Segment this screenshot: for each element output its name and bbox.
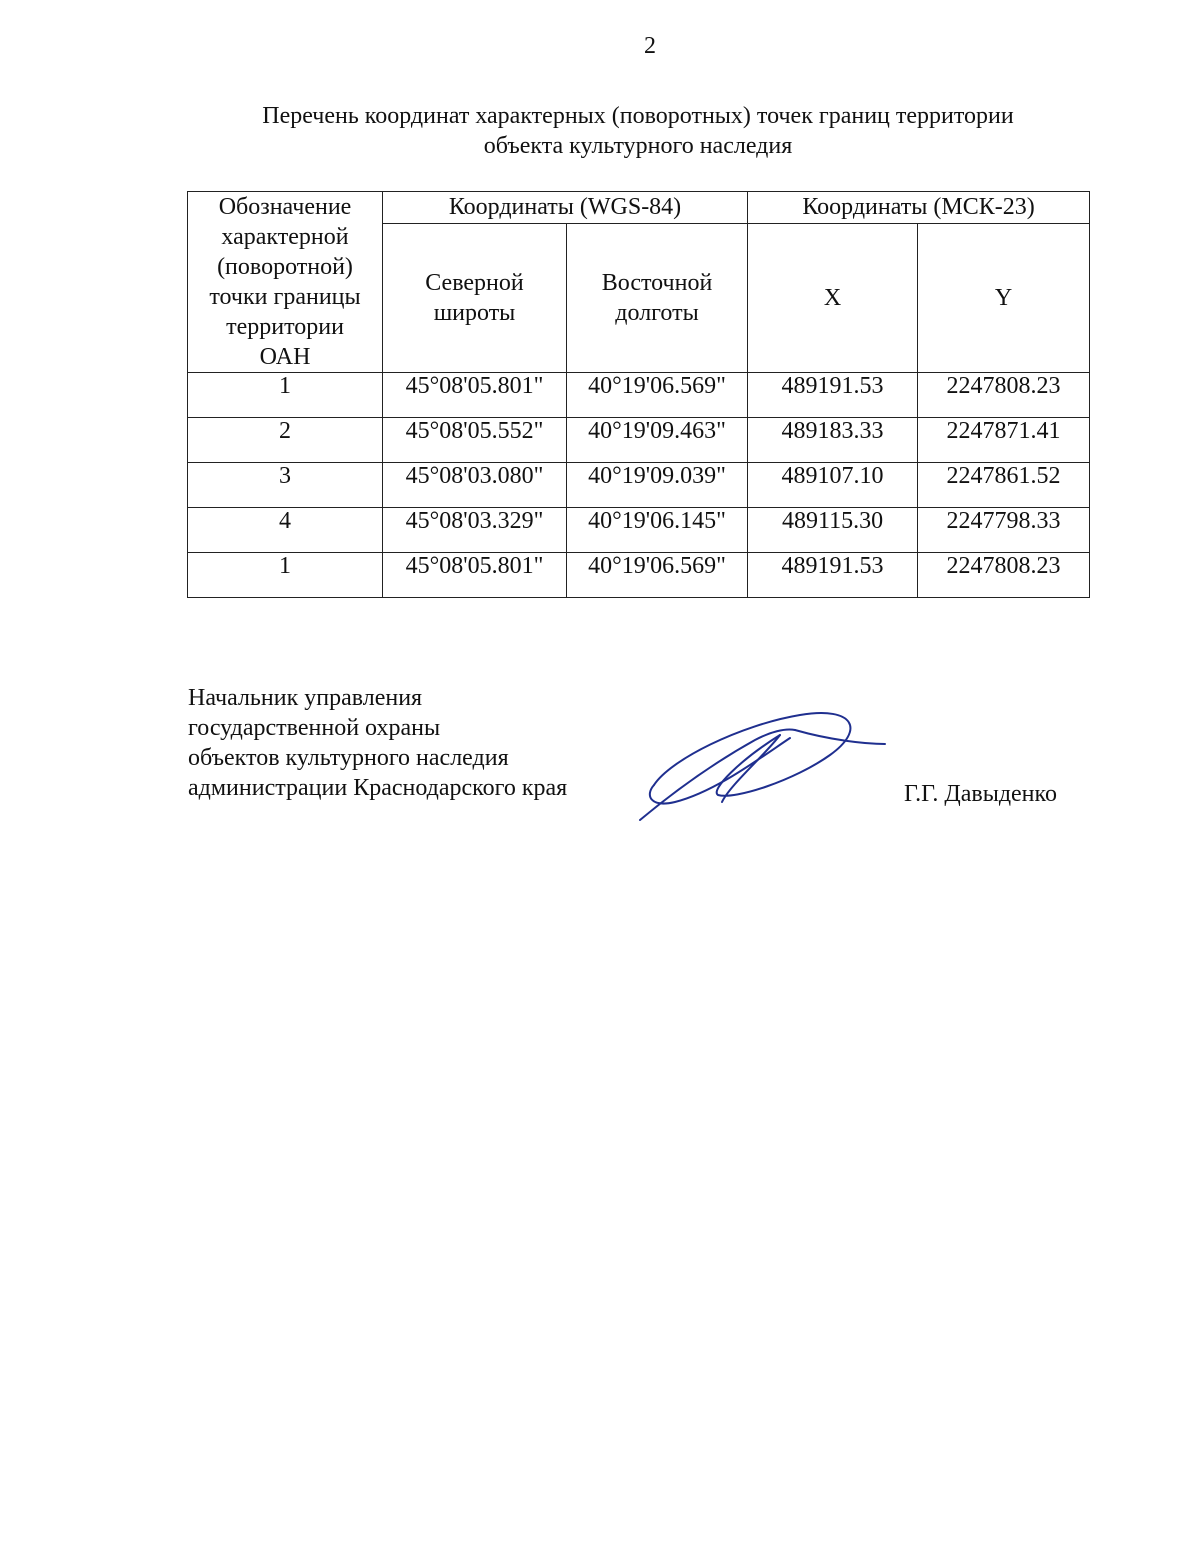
header-north-latitude: [383, 223, 567, 372]
header-east-longitude: [567, 223, 748, 372]
cell-y: 2247798.33: [918, 508, 1090, 553]
header-east-line: Восточной: [601, 269, 713, 296]
table-row: [188, 508, 1090, 553]
cell-latitude: 45°08'05.552": [383, 418, 567, 463]
title-line-1: Перечень координат характерных (поворотных) точек границ территории: [262, 103, 1014, 129]
position-line: объектов культурного наследия: [188, 745, 509, 771]
document-title: [188, 101, 1088, 161]
table-row: [188, 418, 1090, 463]
cell-x: 489107.10: [748, 463, 918, 508]
coordinates-table: [187, 191, 1090, 598]
cell-point: 1: [188, 373, 383, 418]
table-header-row: [188, 192, 1090, 224]
cell-longitude: 40°19'09.463": [567, 418, 748, 463]
cell-y: 2247808.23: [918, 373, 1090, 418]
header-point-line: ОАН: [259, 344, 311, 370]
cell-longitude: 40°19'06.145": [567, 508, 748, 553]
header-point-line: территории: [226, 314, 344, 340]
cell-y: 2247861.52: [918, 463, 1090, 508]
cell-point: 1: [188, 553, 383, 598]
page-number: 2: [644, 33, 656, 59]
header-y: Y: [918, 223, 1090, 372]
header-wgs84-group: Координаты (WGS-84): [383, 192, 748, 224]
cell-x: 489191.53: [748, 373, 918, 418]
cell-x: 489191.53: [748, 553, 918, 598]
cell-point: 2: [188, 418, 383, 463]
header-point-designation: [188, 192, 383, 373]
cell-longitude: 40°19'09.039": [567, 463, 748, 508]
header-point-line: Обозначение: [218, 194, 352, 220]
cell-latitude: 45°08'03.329": [383, 508, 567, 553]
cell-x: 489115.30: [748, 508, 918, 553]
header-msk23-group: Координаты (МСК-23): [748, 192, 1090, 224]
header-x: X: [748, 223, 918, 372]
header-north-line: широты: [433, 299, 516, 326]
header-north-line: Северной: [425, 269, 524, 296]
title-line-2: объекта культурного наследия: [483, 133, 793, 159]
cell-latitude: 45°08'05.801": [383, 553, 567, 598]
header-point-line: характерной: [221, 224, 349, 250]
position-line: администрации Краснодарского края: [188, 775, 568, 801]
table-row: [188, 553, 1090, 598]
signatory-position: [188, 683, 567, 803]
signatory-name: Г.Г. Давыденко: [904, 781, 1057, 807]
position-line: Начальник управления: [188, 685, 423, 711]
cell-x: 489183.33: [748, 418, 918, 463]
cell-point: 3: [188, 463, 383, 508]
cell-longitude: 40°19'06.569": [567, 373, 748, 418]
cell-y: 2247871.41: [918, 418, 1090, 463]
table-row: [188, 463, 1090, 508]
header-point-line: (поворотной): [217, 254, 353, 280]
cell-latitude: 45°08'03.080": [383, 463, 567, 508]
table-row: [188, 373, 1090, 418]
header-east-line: долготы: [615, 299, 699, 326]
header-point-line: точки границы: [209, 284, 361, 310]
cell-point: 4: [188, 508, 383, 553]
position-line: государственной охраны: [188, 715, 441, 741]
cell-longitude: 40°19'06.569": [567, 553, 748, 598]
cell-y: 2247808.23: [918, 553, 1090, 598]
handwritten-signature: [630, 700, 890, 830]
cell-latitude: 45°08'05.801": [383, 373, 567, 418]
